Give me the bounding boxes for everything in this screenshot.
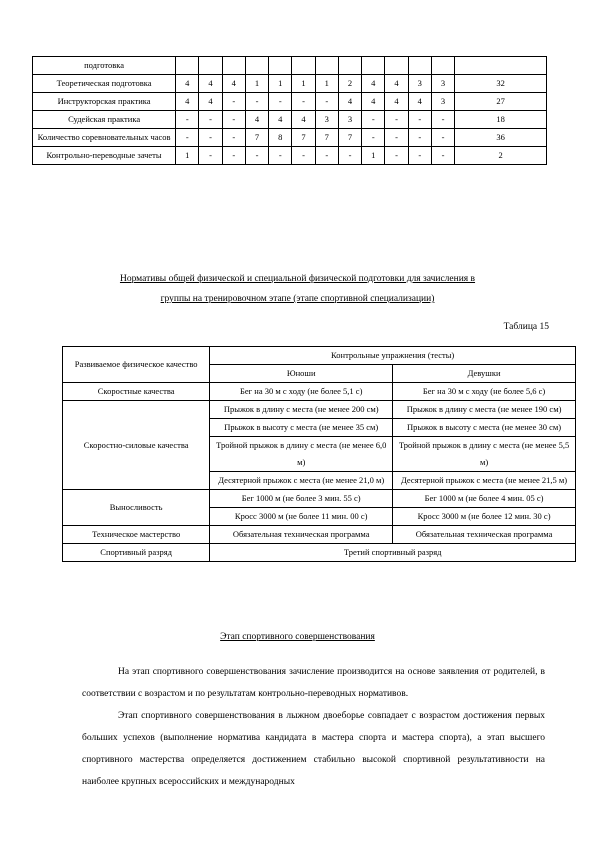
row-label: Теоретическая подготовка	[33, 75, 176, 93]
quality-cell: Спортивный разряд	[63, 544, 210, 562]
row-label: Судейская практика	[33, 111, 176, 129]
table-row	[33, 147, 547, 165]
hours-cell	[431, 57, 454, 75]
hours-cell: -	[408, 147, 431, 165]
hours-cell: 4	[199, 93, 222, 111]
hours-cell: 4	[176, 93, 199, 111]
table-row	[33, 129, 547, 147]
hours-cell: -	[222, 129, 245, 147]
hours-cell: -	[385, 111, 408, 129]
quality-cell: Техническое мастерство	[63, 526, 210, 544]
hours-cell	[408, 57, 431, 75]
table-row	[33, 93, 547, 111]
hours-cell: -	[222, 111, 245, 129]
hours-cell: -	[362, 111, 385, 129]
hours-cell	[338, 57, 361, 75]
hours-cell	[245, 57, 268, 75]
total-cell: 2	[455, 147, 547, 165]
hours-cell: 4	[292, 111, 315, 129]
hours-cell: 2	[338, 75, 361, 93]
quality-cell: Скоростные качества	[63, 383, 210, 401]
girls-cell: Десятерной прыжок с места (не менее 21,5 м)	[393, 472, 576, 490]
total-cell: 36	[455, 129, 547, 147]
hours-cell: 1	[269, 75, 292, 93]
table-row	[63, 526, 576, 544]
hours-cell: 3	[408, 75, 431, 93]
boys-cell: Бег на 30 м с ходу (не более 5,1 с)	[210, 383, 393, 401]
hours-cell: -	[199, 147, 222, 165]
hours-cell: -	[431, 111, 454, 129]
training-hours-table	[32, 56, 547, 165]
hours-cell: 4	[245, 111, 268, 129]
girls-cell: Тройной прыжок в длину с места (не менее 5,5 м)	[393, 437, 576, 472]
boys-cell: Прыжок в длину с места (не менее 200 см)	[210, 401, 393, 419]
hours-cell: 7	[338, 129, 361, 147]
hours-cell: -	[199, 129, 222, 147]
hours-cell: -	[385, 129, 408, 147]
hours-cell: 8	[269, 129, 292, 147]
table-row	[33, 57, 547, 75]
boys-cell: Тройной прыжок в длину с места (не менее 6,0 м)	[210, 437, 393, 472]
hours-cell: -	[176, 111, 199, 129]
hours-cell: -	[338, 147, 361, 165]
boys-cell: Обязательная техническая программа	[210, 526, 393, 544]
total-cell: 18	[455, 111, 547, 129]
hours-cell: 4	[362, 75, 385, 93]
hours-cell	[292, 57, 315, 75]
boys-cell: Десятерной прыжок с места (не менее 21,0 м)	[210, 472, 393, 490]
hours-cell: -	[292, 93, 315, 111]
hours-cell: 1	[362, 147, 385, 165]
girls-cell: Прыжок в высоту с места (не менее 30 см)	[393, 419, 576, 437]
hours-cell: 4	[362, 93, 385, 111]
table-row	[33, 75, 547, 93]
norms-table	[62, 346, 576, 562]
hours-cell: -	[245, 93, 268, 111]
hours-cell: 4	[385, 93, 408, 111]
hours-cell: -	[408, 111, 431, 129]
total-cell: 32	[455, 75, 547, 93]
hours-cell: -	[315, 93, 338, 111]
hours-cell: -	[269, 147, 292, 165]
table-row	[33, 111, 547, 129]
hours-cell: 7	[292, 129, 315, 147]
hours-cell: 4	[385, 75, 408, 93]
hours-cell: -	[362, 129, 385, 147]
hours-cell: 4	[199, 75, 222, 93]
boys-cell: Бег 1000 м (не более 3 мин. 55 с)	[210, 490, 393, 508]
hours-cell: 1	[315, 75, 338, 93]
table-row	[63, 401, 576, 419]
boys-cell: Прыжок в высоту с места (не менее 35 см)	[210, 419, 393, 437]
row-label: подготовка	[33, 57, 176, 75]
table-row	[63, 544, 576, 562]
hours-cell: 3	[338, 111, 361, 129]
hours-cell: 4	[408, 93, 431, 111]
hours-cell: 3	[431, 93, 454, 111]
paragraph: Этап спортивного совершенствования в лыжном двоеборье совпадает с возрастом достижения первых больших успехов (выполнение норматива кандидата в мастера спорта и мастера спорта), а этап высшего спортивного мастерства определяется достижением стабильно высокой спортивной результативности на наиболее крупных всероссийских и международных	[82, 711, 545, 787]
hours-cell: 3	[431, 75, 454, 93]
quality-cell: Выносливость	[63, 490, 210, 526]
hours-cell: 1	[245, 75, 268, 93]
hours-cell: 7	[315, 129, 338, 147]
hours-cell: -	[245, 147, 268, 165]
norms-heading-line1: Нормативы общей физической и специальной физической подготовки для зачисления в	[119, 274, 476, 284]
hours-cell: -	[199, 111, 222, 129]
hours-cell: -	[222, 147, 245, 165]
hours-cell: 4	[222, 75, 245, 93]
row-label: Количество соревновательных часов	[33, 129, 176, 147]
hours-cell: -	[269, 93, 292, 111]
header-boys: Юноши	[210, 365, 393, 383]
norms-heading-line2: группы на тренировочном этапе (этапе спортивной специализации)	[160, 294, 435, 304]
hours-cell	[222, 57, 245, 75]
hours-cell	[315, 57, 338, 75]
hours-cell: 3	[315, 111, 338, 129]
girls-cell: Бег на 30 м с ходу (не более 5,6 с)	[393, 383, 576, 401]
hours-cell: 1	[292, 75, 315, 93]
row-label: Инструкторская практика	[33, 93, 176, 111]
hours-cell: -	[176, 129, 199, 147]
quality-cell: Скоростно-силовые качества	[63, 401, 210, 490]
header-tests: Контрольные упражнения (тесты)	[210, 347, 576, 365]
hours-cell	[199, 57, 222, 75]
hours-cell: 4	[269, 111, 292, 129]
hours-cell: -	[408, 129, 431, 147]
total-cell	[455, 57, 547, 75]
boys-cell: Кросс 3000 м (не более 11 мин. 00 с)	[210, 508, 393, 526]
hours-cell: 4	[338, 93, 361, 111]
girls-cell: Кросс 3000 м (не более 12 мин. 30 с)	[393, 508, 576, 526]
girls-cell: Прыжок в длину с места (не менее 190 см)	[393, 401, 576, 419]
header-girls: Девушки	[393, 365, 576, 383]
paragraph: На этап спортивного совершенствования зачисление производится на основе заявления от родителей, в соответствии с возрастом и по результатам контрольно-переводных нормативов.	[82, 667, 545, 699]
hours-cell: -	[315, 147, 338, 165]
table-row	[63, 383, 576, 401]
table-row	[63, 347, 576, 365]
hours-cell	[176, 57, 199, 75]
table-row	[63, 490, 576, 508]
hours-cell: 4	[176, 75, 199, 93]
hours-cell	[385, 57, 408, 75]
rank-cell: Третий спортивный разряд	[210, 544, 576, 562]
hours-cell: -	[292, 147, 315, 165]
hours-cell: -	[222, 93, 245, 111]
total-cell: 27	[455, 93, 547, 111]
hours-cell: 7	[245, 129, 268, 147]
hours-cell: -	[385, 147, 408, 165]
girls-cell: Обязательная техническая программа	[393, 526, 576, 544]
hours-cell: -	[431, 129, 454, 147]
header-quality: Развиваемое физическое качество	[63, 347, 210, 383]
table-number: Таблица 15	[503, 322, 549, 332]
hours-cell: 1	[176, 147, 199, 165]
row-label: Контрольно-переводные зачеты	[33, 147, 176, 165]
section-title: Этап спортивного совершенствования	[220, 632, 375, 642]
girls-cell: Бег 1000 м (не более 4 мин. 05 с)	[393, 490, 576, 508]
hours-cell: -	[431, 147, 454, 165]
hours-cell	[269, 57, 292, 75]
hours-cell	[362, 57, 385, 75]
